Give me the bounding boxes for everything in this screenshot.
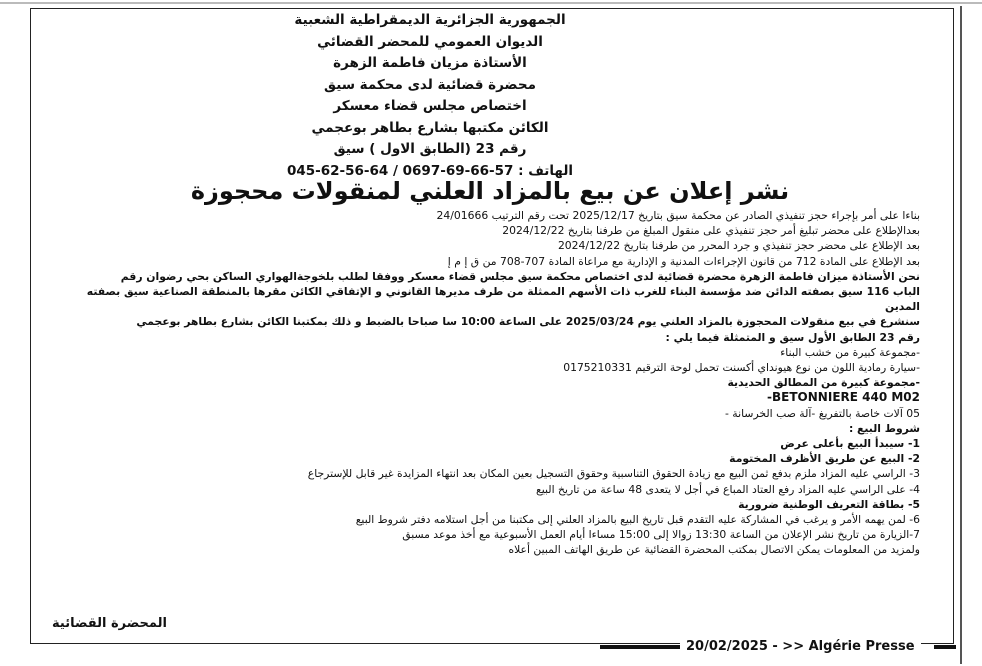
header-address-number: رقم 23 (الطابق الاول ) سيق	[333, 141, 527, 157]
condition-item: ولمزيد من المعلومات يمكن الاتصال بمكتب المحضرة القضائية عن طريق الهاتف المبين أعلاه	[508, 543, 920, 557]
footer-source: 20/02/2025 - >> Algérie Presse	[680, 637, 921, 657]
header-jurisdiction: اختصاص مجلس قضاء معسكر	[333, 98, 527, 114]
conditions-title: شروط البيع :	[848, 421, 920, 435]
body-paragraph-2: بعدالإطلاع على محضر تبليغ أمر حجز تنفيذي على منقول المبلغ من طرفنا بتاريخ 2024/12/22	[502, 224, 920, 238]
footer-rule-right	[934, 645, 956, 649]
body-paragraph-6b: رقم 23 الطابق الأول سيق و المتمثلة فيما يلي :	[665, 330, 920, 344]
header-office: الديوان العمومي للمحضر القضائي	[317, 33, 543, 50]
condition-item: 3- الراسي عليه المزاد ملزم بدفع ثمن البيع مع زيادة الحقوق التناسبية وحقوق التسجيل بعين المكان بعد انتهاء المزايدة غير قابل للإسترجاع	[307, 467, 920, 481]
header-address: الكائن مكتبها بشارع بطاهر بوعجمي	[311, 119, 549, 136]
phone-label: الهاتف :	[518, 162, 574, 179]
condition-item: 1- سيبدأ البيع بأعلى عرض	[780, 437, 920, 451]
signature: المحضرة القضائية	[52, 616, 167, 631]
announcement-title: نشر إعلان عن بيع بالمزاد العلني لمنقولات محجوزة	[190, 177, 790, 205]
body-paragraph-3: بعد الإطلاع على محضر حجز تنفيذي و جرد المحرر من طرفنا بتاريخ 2024/12/22	[557, 239, 920, 253]
condition-item: 4- على الراسي عليه المزاد رفع العتاد المباع في أجل لا يتعدى 48 ساعة من تاريخ البيع	[536, 482, 920, 496]
page-edge-line	[960, 6, 962, 664]
condition-item: 2- البيع عن طريق الأظرف المختومة	[729, 452, 920, 466]
condition-item: 6- لمن يهمه الأمر و يرغب في المشاركة عليه التقدم قبل تاريخ البيع بالمزاد العلني إلى مكتبنا من أجل استلامه دفتر شروط البيع	[355, 513, 920, 527]
seized-item: -سيارة رمادية اللون من نوع هيونداي أكسنت تحمل لوحة الترقيم 0175210331	[563, 361, 920, 375]
phone-numbers: 045-62-56-64 / 0697-69-66-57	[286, 162, 514, 179]
footer-rule-left	[600, 645, 680, 649]
header-bailiff-name: الأستاذة مزيان فاطمة الزهرة	[333, 55, 527, 71]
condition-item: 7-الزيارة من تاريخ نشر الإعلان من الساعة 13:30 زوالا إلى 15:00 مساءا أيام العمل الأسبوعية مع أخذ موعد مسبق	[402, 528, 920, 542]
body-paragraph-5a: نحن الأستاذة ميزان فاطمة الزهرة محضرة قضائية لدى اختصاص محكمة سيق مجلس قضاء معسكر ووفقا لطلب بلخوجةالهواري الساكن بحي رضوان رقم	[120, 269, 920, 283]
body-paragraph-6a: سنشرع في بيع منقولات المحجوزة بالمزاد العلني يوم 2025/03/24 على الساعة 10:00 سا صباحا بالضبط و ذلك بمكتبنا الكائن بشارع بطاهر بوعجمي	[136, 315, 920, 329]
seized-item: -مجموعة كبيرة من خشب البناء	[780, 345, 920, 359]
body-paragraph-5b: الباب 116 سيق بصفته الدائن ضد مؤسسة البناء للغرب ذات الأسهم الممثلة من طرف مديرها القانوني و الإتفاقي الكائن مقرها بالمنطقة الصناعية سيق بصفته	[86, 285, 920, 299]
body-paragraph-4: بعد الإطلاع على المادة 712 من قانون الإجراءات المدنية و الإدارية مع مراعاة المادة 707-708 من ق إ م إ	[447, 254, 920, 268]
announcement-body	[60, 208, 920, 558]
body-paragraph-1: بناءا على أمر بإجراء حجز تنفيذي الصادر عن محكمة سيق بتاريخ 2025/12/17 تحت رقم الترتيب 24/01666	[436, 209, 920, 222]
seized-item: 05 آلات خاصة بالتفريغ -آلة صب الخرسانة -	[724, 406, 920, 420]
issuer-header	[220, 10, 640, 182]
condition-item: 5- بطاقة التعريف الوطنية ضرورية	[738, 497, 920, 511]
header-republic: الجمهورية الجزائرية الديمقراطية الشعبية	[294, 12, 566, 28]
seized-item: -مجموعة كبيرة من المطالق الحديدية	[727, 376, 920, 390]
body-paragraph-5c: المدين	[884, 300, 920, 314]
header-court: محضرة قضائية لدى محكمة سيق	[324, 76, 536, 93]
seized-item: BETONNIERE 440 M02-	[767, 390, 920, 405]
top-border	[0, 2, 982, 4]
